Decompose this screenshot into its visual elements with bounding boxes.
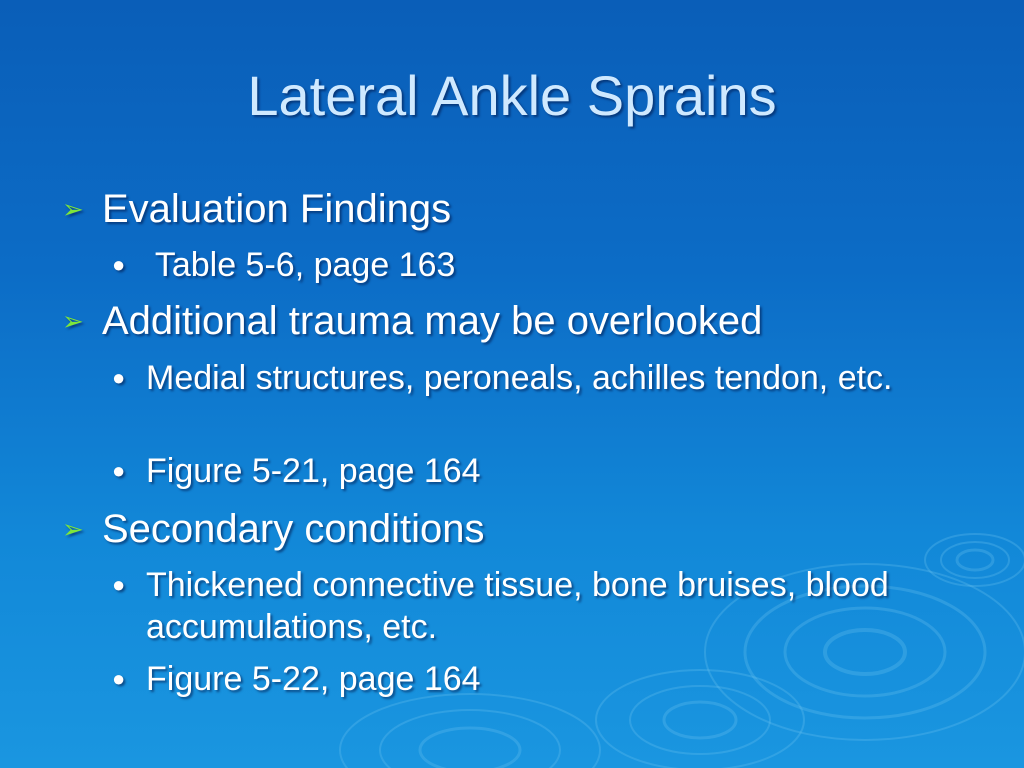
dot-bullet-icon: ● — [112, 365, 126, 390]
sub-bullet-text: Medial structures, peroneals, achilles tendon, etc. — [146, 359, 893, 397]
sub-bullet-text: Thickened connective tissue, bone bruises, blood accumulations, etc. — [146, 566, 889, 646]
arrowhead-bullet-icon: ➢ — [62, 306, 84, 336]
bullet-text: Secondary conditions — [102, 507, 485, 551]
sub-bullet-text: Figure 5-21, page 164 — [146, 452, 481, 490]
dot-bullet-icon: ● — [112, 572, 126, 597]
bullet-text: Evaluation Findings — [102, 187, 452, 231]
dot-bullet-icon: ● — [112, 666, 126, 691]
bullet-text: Additional trauma may be overlooked — [102, 299, 763, 343]
arrowhead-bullet-icon: ➢ — [62, 194, 84, 224]
arrowhead-bullet-icon: ➢ — [62, 514, 84, 544]
dot-bullet-icon: ● — [112, 252, 126, 277]
sub-bullet-text: Table 5-6, page 163 — [146, 246, 456, 284]
sub-bullet-text: Figure 5-22, page 164 — [146, 660, 481, 698]
dot-bullet-icon: ● — [112, 458, 126, 483]
slide-title: Lateral Ankle Sprains — [247, 64, 777, 127]
